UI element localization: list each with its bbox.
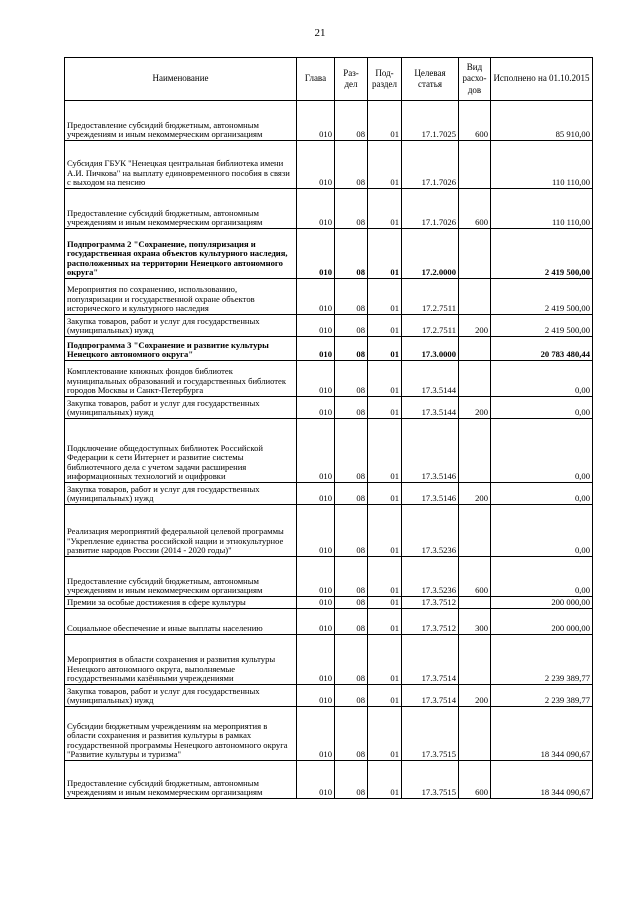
cell-name: Закупка товаров, работ и услуг для государственных (муниципальных) нужд	[65, 483, 297, 505]
header-statya: Целевая статья	[402, 58, 459, 101]
cell-vid: 200	[459, 483, 491, 505]
table-row	[65, 635, 593, 685]
table-row	[65, 315, 593, 337]
cell-amount: 0,00	[491, 419, 593, 483]
table-row	[65, 337, 593, 361]
cell-vid	[459, 505, 491, 557]
cell-vid	[459, 141, 491, 189]
cell-vid	[459, 707, 491, 761]
cell-razdel: 08	[335, 635, 368, 685]
cell-podrazdel: 01	[368, 483, 402, 505]
cell-amount: 18 344 090,67	[491, 761, 593, 799]
table-row	[65, 229, 593, 279]
cell-vid: 200	[459, 397, 491, 419]
cell-podrazdel: 01	[368, 505, 402, 557]
cell-glava: 010	[297, 557, 335, 597]
cell-glava: 010	[297, 229, 335, 279]
cell-podrazdel: 01	[368, 141, 402, 189]
cell-razdel: 08	[335, 685, 368, 707]
cell-amount: 200 000,00	[491, 609, 593, 635]
cell-amount: 0,00	[491, 361, 593, 397]
cell-vid	[459, 229, 491, 279]
table-row	[65, 419, 593, 483]
cell-razdel: 08	[335, 557, 368, 597]
cell-amount: 20 783 480,44	[491, 337, 593, 361]
cell-razdel: 08	[335, 397, 368, 419]
cell-name: Подпрограмма 3 "Сохранение и развитие культуры Ненецкого автономного округа"	[65, 337, 297, 361]
cell-glava: 010	[297, 707, 335, 761]
cell-podrazdel: 01	[368, 189, 402, 229]
cell-glava: 010	[297, 189, 335, 229]
cell-glava: 010	[297, 361, 335, 397]
cell-name: Комплектование книжных фондов библиотек муниципальных образований и государственных библиотек городов Москвы и Санкт-Петербурга	[65, 361, 297, 397]
cell-podrazdel: 01	[368, 315, 402, 337]
header-name: Наименование	[65, 58, 297, 101]
table-row	[65, 685, 593, 707]
cell-statya: 17.3.0000	[402, 337, 459, 361]
table-row	[65, 597, 593, 609]
cell-statya: 17.1.7025	[402, 101, 459, 141]
cell-glava: 010	[297, 483, 335, 505]
budget-table	[64, 57, 593, 799]
cell-razdel: 08	[335, 597, 368, 609]
cell-amount: 18 344 090,67	[491, 707, 593, 761]
cell-name: Закупка товаров, работ и услуг для государственных (муниципальных) нужд	[65, 397, 297, 419]
cell-name: Субсидии бюджетным учреждениям на мероприятия в области сохранения и развития культуры в рамках государственной программы Ненецкого автономного округа "Развитие культуры и туризма"	[65, 707, 297, 761]
table-row	[65, 707, 593, 761]
cell-vid	[459, 419, 491, 483]
cell-amount: 0,00	[491, 397, 593, 419]
cell-razdel: 08	[335, 315, 368, 337]
cell-razdel: 08	[335, 609, 368, 635]
cell-name: Подпрограмма 2 "Сохранение, популяризация и государственная охрана объектов культурного наследия, расположенных на территории Ненецкого автономного округа"	[65, 229, 297, 279]
cell-podrazdel: 01	[368, 609, 402, 635]
cell-vid	[459, 597, 491, 609]
cell-razdel: 08	[335, 229, 368, 279]
cell-name: Закупка товаров, работ и услуг для государственных (муниципальных) нужд	[65, 315, 297, 337]
table-row	[65, 761, 593, 799]
cell-glava: 010	[297, 419, 335, 483]
cell-razdel: 08	[335, 483, 368, 505]
cell-razdel: 08	[335, 189, 368, 229]
cell-razdel: 08	[335, 337, 368, 361]
cell-name: Закупка товаров, работ и услуг для государственных (муниципальных) нужд	[65, 685, 297, 707]
table-header-row	[65, 58, 593, 101]
cell-amount: 2 419 500,00	[491, 229, 593, 279]
cell-statya: 17.2.7511	[402, 279, 459, 315]
cell-razdel: 08	[335, 707, 368, 761]
table-row	[65, 397, 593, 419]
cell-vid: 200	[459, 315, 491, 337]
table-row	[65, 505, 593, 557]
cell-glava: 010	[297, 635, 335, 685]
cell-name: Мероприятия по сохранению, использованию, популяризации и государственной охране объектов исторического и культурного наследия	[65, 279, 297, 315]
cell-podrazdel: 01	[368, 685, 402, 707]
cell-name: Предоставление субсидий бюджетным, автономным учреждениям и иным некоммерческим организациям	[65, 761, 297, 799]
cell-razdel: 08	[335, 279, 368, 315]
cell-statya: 17.1.7026	[402, 189, 459, 229]
header-amount: Исполнено на 01.10.2015	[491, 58, 593, 101]
cell-statya: 17.3.5144	[402, 397, 459, 419]
cell-amount: 2 419 500,00	[491, 279, 593, 315]
cell-razdel: 08	[335, 419, 368, 483]
cell-name: Социальное обеспечение и иные выплаты населению	[65, 609, 297, 635]
cell-vid: 600	[459, 557, 491, 597]
cell-podrazdel: 01	[368, 707, 402, 761]
cell-glava: 010	[297, 141, 335, 189]
table-row	[65, 483, 593, 505]
cell-amount: 0,00	[491, 483, 593, 505]
cell-podrazdel: 01	[368, 101, 402, 141]
cell-podrazdel: 01	[368, 635, 402, 685]
cell-vid	[459, 635, 491, 685]
cell-statya: 17.3.5236	[402, 557, 459, 597]
cell-podrazdel: 01	[368, 397, 402, 419]
cell-podrazdel: 01	[368, 361, 402, 397]
table-row	[65, 189, 593, 229]
cell-vid: 300	[459, 609, 491, 635]
cell-razdel: 08	[335, 101, 368, 141]
cell-statya: 17.3.7514	[402, 685, 459, 707]
cell-name: Премии за особые достижения в сфере культуры	[65, 597, 297, 609]
cell-vid: 600	[459, 189, 491, 229]
cell-podrazdel: 01	[368, 419, 402, 483]
cell-amount: 200 000,00	[491, 597, 593, 609]
cell-glava: 010	[297, 761, 335, 799]
cell-name: Предоставление субсидий бюджетным, автономным учреждениям и иным некоммерческим организациям	[65, 189, 297, 229]
cell-glava: 010	[297, 279, 335, 315]
cell-vid: 600	[459, 761, 491, 799]
cell-amount: 0,00	[491, 557, 593, 597]
table-row	[65, 141, 593, 189]
cell-statya: 17.2.7511	[402, 315, 459, 337]
page-number: 21	[314, 27, 326, 39]
cell-vid	[459, 279, 491, 315]
cell-name: Подключение общедоступных библиотек Российской Федерации к сети Интернет и развитие системы библиотечного дела с учетом задачи расширения информационных технологий и оцифровки	[65, 419, 297, 483]
header-podrazdel: Под-раздел	[368, 58, 402, 101]
cell-name: Мероприятия в области сохранения и развития культуры Ненецкого автономного округа, выполняемые государственными казёнными учреждениями	[65, 635, 297, 685]
cell-name: Субсидия ГБУК "Ненецкая центральная библиотека имени А.И. Пичкова" на выплату единовременного пособия в связи с выходом на пенсию	[65, 141, 297, 189]
cell-razdel: 08	[335, 505, 368, 557]
cell-razdel: 08	[335, 141, 368, 189]
cell-statya: 17.1.7026	[402, 141, 459, 189]
cell-glava: 010	[297, 315, 335, 337]
header-glava: Глава	[297, 58, 335, 101]
cell-vid	[459, 337, 491, 361]
cell-glava: 010	[297, 609, 335, 635]
cell-statya: 17.3.5146	[402, 419, 459, 483]
cell-statya: 17.3.5236	[402, 505, 459, 557]
cell-amount: 0,00	[491, 505, 593, 557]
cell-statya: 17.3.5146	[402, 483, 459, 505]
cell-amount: 2 419 500,00	[491, 315, 593, 337]
cell-name: Предоставление субсидий бюджетным, автономным учреждениям и иным некоммерческим организациям	[65, 557, 297, 597]
cell-name: Предоставление субсидий бюджетным, автономным учреждениям и иным некоммерческим организациям	[65, 101, 297, 141]
cell-statya: 17.2.0000	[402, 229, 459, 279]
cell-glava: 010	[297, 597, 335, 609]
cell-name: Реализация мероприятий федеральной целевой программы "Укрепление единства российской нации и этнокультурное развитие народов России (2014 - 2020 годы)"	[65, 505, 297, 557]
cell-glava: 010	[297, 101, 335, 141]
cell-podrazdel: 01	[368, 557, 402, 597]
cell-amount: 110 110,00	[491, 141, 593, 189]
cell-vid: 600	[459, 101, 491, 141]
cell-statya: 17.3.5144	[402, 361, 459, 397]
cell-podrazdel: 01	[368, 229, 402, 279]
cell-statya: 17.3.7515	[402, 707, 459, 761]
cell-amount: 2 239 389,77	[491, 635, 593, 685]
table-row	[65, 101, 593, 141]
cell-vid: 200	[459, 685, 491, 707]
header-razdel: Раз-дел	[335, 58, 368, 101]
header-vid: Вид расхо-дов	[459, 58, 491, 101]
table-row	[65, 361, 593, 397]
cell-podrazdel: 01	[368, 279, 402, 315]
cell-podrazdel: 01	[368, 337, 402, 361]
cell-amount: 110 110,00	[491, 189, 593, 229]
table-row	[65, 609, 593, 635]
cell-glava: 010	[297, 397, 335, 419]
table-row	[65, 557, 593, 597]
table-row	[65, 279, 593, 315]
cell-glava: 010	[297, 685, 335, 707]
cell-podrazdel: 01	[368, 761, 402, 799]
cell-statya: 17.3.7512	[402, 597, 459, 609]
cell-statya: 17.3.7514	[402, 635, 459, 685]
cell-razdel: 08	[335, 361, 368, 397]
cell-amount: 2 239 389,77	[491, 685, 593, 707]
cell-podrazdel: 01	[368, 597, 402, 609]
cell-glava: 010	[297, 337, 335, 361]
cell-vid	[459, 361, 491, 397]
cell-statya: 17.3.7512	[402, 609, 459, 635]
cell-amount: 85 910,00	[491, 101, 593, 141]
cell-statya: 17.3.7515	[402, 761, 459, 799]
cell-glava: 010	[297, 505, 335, 557]
cell-razdel: 08	[335, 761, 368, 799]
